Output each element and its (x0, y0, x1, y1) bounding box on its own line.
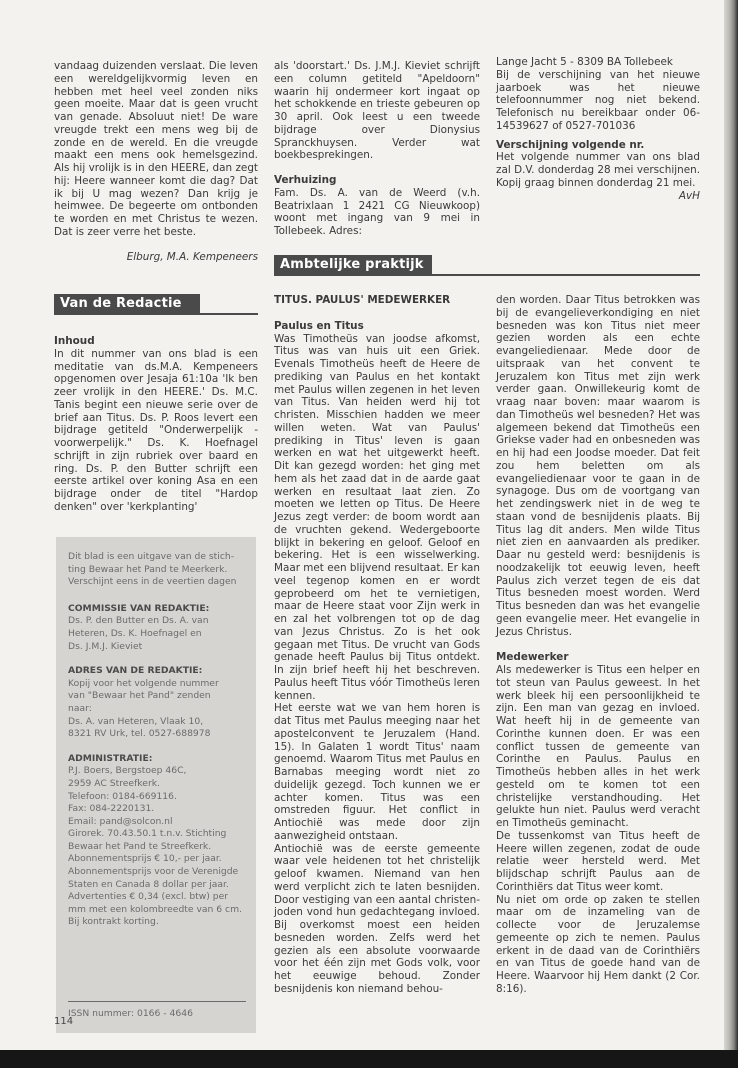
colophon-line: Ds. P. den Butter en Ds. A. van (68, 615, 209, 627)
column-3-top (496, 56, 700, 202)
colophon-line: van "Bewaar het Pand" zenden (68, 690, 211, 702)
article-paragraph: Antiochië was de eerste gemeente waar vele heidenen tot het christelijk geloof kwamen. Niemand van hen werd verplicht zich te laten besnijden. Door vestiging van een aantal christen-joden vond hun gedachtegang invloed. Bij overkomst moest een heiden besneden worden. Zelfs werd het gezien als een absolute voorwaarde voor het één zijn met Gods volk, voor het eeuwige behoud. Zonder besnijdenis kon niemand behou- (274, 842, 480, 995)
colophon-box (56, 537, 256, 1033)
verschijning-heading: Verschijning volgende nr. (496, 138, 645, 151)
section-banner-redactie: Van de Redactie (54, 294, 200, 313)
adres-heading: ADRES VAN DE REDAKTIE: (68, 665, 203, 677)
colophon-line: Email: pand@solcon.nl (68, 815, 173, 827)
colophon-line: Heteren, Ds. K. Hoefnagel en (68, 627, 202, 639)
issn-number: ISSN nummer: 0166 - 4646 (68, 1008, 193, 1019)
inhoud-heading: Inhoud (54, 335, 95, 347)
verhuizing-text: Fam. Ds. A. van de Weerd (v.h. Beatrixlaan 1 2421 CG Nieuwkoop) woont met ingang van 9 mei in Tollebeek. Adres: (274, 186, 480, 237)
verschijning-text: Het volgende nummer van ons blad zal D.V. donderdag 28 mei verschijnen. Kopij graag binnen donderdag 21 mei. (496, 151, 700, 189)
colophon-line: mm met een kolombreedte van 6 cm. (68, 903, 242, 915)
column-3-article (496, 294, 700, 996)
column-1-inhoud (54, 335, 258, 514)
column-2-top (274, 60, 480, 238)
colophon-line: Kopij voor het volgende nummer (68, 677, 219, 689)
colophon-line: Ds. A. van Heteren, Vlaak 10, (68, 715, 204, 727)
page-edge-shadow (724, 0, 738, 1052)
article-paragraph: Was Timotheüs van joodse afkomst, Titus was van huis uit een Griek. Evenals Timotheüs heeft de Heere de prediking van Paulus en het kontakt met Paulus willen zegenen in het leven van Titus. Van heiden werd hij tot christen. Misschien hadden we meer willen weten. Wat van Paulus' prediking in Titus' leven is gaan werken en wat het uitgewerkt heeft. Dit kan gezegd worden: het ging met hem als het zaad dat in de aarde gaat werken en resultaat laat zien. Zo moeten we letten op Titus. De Heere Jezus zegt verder: de boom wordt aan de vruchten gekend. Wedergeboorte blijkt in bekering en geloof. Geloof en bekering. Het is een wisselwerking. Maar met een blijvend resultaat. Er kan veel tegenop komen en er wordt geprobeerd om het te vernietigen, maar de Heere staat voor Zijn werk in en zal het volbrengen tot op de dag van Jezus Christus. Zo is het ook gegaan met Titus. De vrucht van Gods genade heeft Paulus bij Titus ontdekt. In zijn brief heeft hij het beschreven. Paulus heeft Titus vóór Timotheüs leren kennen. (274, 332, 480, 702)
colophon-line: Bewaar het Pand te Streefkerk. (68, 840, 212, 852)
banner-rule (54, 313, 258, 315)
meditation-signature: Elburg, M.A. Kempeneers (126, 250, 258, 263)
article-paragraph: den worden. Daar Titus betrokken was bij de evangelieverkondiging en niet besneden was kon Titus niet meer gezien worden als een echte evangeliedienaar. Mede door de uitspraak van het convent te Jeruzalem kon Titus met zijn werk verder gaan. Onwillekeurig komt de vraag naar boven: maar waarom is dan Timotheüs wel besneden? Het was algemeen bekend dat Timotheüs een Griekse vader had en onbesneden was en hij had een Joodse moeder. Dat feit zou hem beletten om als evangeliedienaar voor te gaan in de synagoge. Dus om de voortgang van het zendingswerk niet in de weg te staan vond de besnijdenis plaats. Bij Titus lag dit anders. Men wilde Titus niet zien en aanvaarden als prediker. Daar nu gesteld werd: besnijdenis is noodzakelijk tot eeuwig leven, heeft Paulus zich verzet tegen de eis dat Titus besneden moest worden. Werd Titus besneden dan was het evangelie geen evangelie meer. Het evangelie in Jezus Christus. (496, 294, 700, 638)
inhoud-text: In dit nummer van ons blad is een meditatie van ds.M.A. Kempeneers opgenomen over Jesaja 61:10a 'Ik ben zeer vrolijk in den HEERE.' Ds. M.C. Tanis begint een nieuwe serie over de brief aan Titus. Ds. P. Roos levert een bijdrage getiteld "Onderwerpelijk - voorwerpelijk." Ds. K. Hoefnagel schrijft in zijn rubriek over baard en ring. Ds. P. den Butter schrijft een eerste artikel over koning Asa en een bijdrage onder de titel "Hardop denken" over 'kerkplanting' (54, 347, 258, 513)
colophon-line: Verschijnt eens in de veertien dagen (68, 576, 237, 588)
article-paragraph: De tussenkomst van Titus heeft de Heere willen zegenen, zodat de oude relatie weer hersteld werd. Met blijdschap schrijft Paulus aan de Corinthiërs dat Titus weer komt. (496, 829, 700, 893)
colophon-line: Girorek. 70.43.50.1 t.n.v. Stichting (68, 828, 227, 840)
colophon-content (68, 551, 246, 929)
colophon-line: Advertenties € 0,34 (excl. btw) per (68, 891, 229, 903)
colophon-line: Bij kontrakt korting. (68, 916, 159, 928)
redactie-continued: als 'doorstart.' Ds. J.M.J. Kieviet schrijft een column getiteld "Apeldoorn" waarin hij ondermeer kort ingaat op het schokkende en trieste gebeuren op 30 april. Ook leest u een tweede bijdrage over Dionysius Spranckhuysen. Verder wat boekbesprekingen. (274, 60, 480, 162)
scan-bottom-border (0, 1050, 738, 1068)
article-paragraph: Als medewerker is Titus een helper en tot steun van Paulus geweest. In het werk bleek hij een persoonlijkheid te zijn. Een man van gezag en invloed. Wat heeft hij in de gemeente van Corinthe kunnen doen. Er was een conflict tussen de gemeente van Corinthe en Paulus. Paulus en Timotheüs hebben alles in het werk gesteld om te komen tot een christelijke verstandhouding. Het gelukte hun niet. Paulus werd veracht en Timotheüs geminacht. (496, 664, 700, 829)
commissie-heading: COMMISSIE VAN REDAKTIE: (68, 602, 210, 614)
colophon-line: 8321 RV Urk, tel. 0527-688978 (68, 728, 211, 740)
paulus-en-titus-heading: Paulus en Titus (274, 319, 364, 332)
verhuizing-heading: Verhuizing (274, 174, 337, 186)
article-paragraph: Nu niet om orde op zaken te stellen maar om de inzameling van de collecte voor de Jeruzalemse gemeente op zich te nemen. Paulus erkent in de daad van de Corinthiërs en van Titus de goede hand van de Heere. Waarvoor hij Hem dankt (2 Cor. 8:16). (496, 893, 700, 995)
administratie-heading: ADMINISTRATIE: (68, 752, 153, 764)
colophon-line: 2959 AC Streefkerk. (68, 777, 160, 789)
editor-initials: AvH (678, 189, 700, 202)
column-1-top (54, 60, 258, 263)
colophon-line: Telefoon: 0184-669116. (68, 790, 177, 802)
banner-rule (274, 274, 700, 276)
column-2-article (274, 294, 480, 996)
colophon-line: P.J. Boers, Bergstoep 46C, (68, 765, 187, 777)
colophon-line: Abonnementsprijs voor de Verenigde (68, 866, 239, 878)
section-banner-ambtelijke-praktijk: Ambtelijke praktijk (274, 255, 432, 274)
colophon-line: Fax: 084-2220131. (68, 803, 155, 815)
colophon-divider (68, 1001, 246, 1002)
medewerker-heading: Medewerker (496, 651, 569, 664)
colophon-line: naar: (68, 702, 92, 714)
meditation-ending: vandaag duizenden verslaat. Die leven een wereldgelijkvormig leven en hebben met heel veel zonden niks geen moeite. Maar dat is geen vrucht van genade. Absoluut niet! De ware vreugde trekt een mens weg bij de zonde en de wereld. En die vreugde maakt een mens ook hemelsgezind. Als hij vrolijk is in den HEERE, dan zegt hij: Heere wanneer komt die dag? Dat ik bij U mag wezen? Dan krijg je heimwee. De begeerte om ontbonden te worden en met Christus te wezen. Dat is zeer verre het beste. (54, 60, 258, 238)
address-and-phone: Lange Jacht 5 - 8309 BA Tollebeek Bij de verschijning van het nieuwe jaarboek was het nieuwe telefoonnummer nog niet bekend. Telefonisch nu bereikbaar onder 06-14539627 of 0527-701036 (496, 56, 700, 132)
colophon-line: Staten en Canada 8 dollar per jaar. (68, 878, 229, 890)
colophon-line: Ds. J.M.J. Kieviet (68, 640, 143, 652)
colophon-line: ting Bewaar het Pand te Meerkerk. (68, 563, 228, 575)
article-title: TITUS. PAULUS' MEDEWERKER (274, 294, 451, 306)
article-paragraph: Het eerste wat we van hem horen is dat Titus met Paulus meeging naar het apostelconvent te Jeruzalem (Hand. 15). In Galaten 1 wordt Titus' naam genoemd. Waarom Titus met Paulus en Barnabas meeging wordt niet zo duidelijk gezegd. Toch kunnen we er achter komen. Titus was een omstreden figuur. Het conflict in Antiochië was mede door zijn aanwezigheid ontstaan. (274, 702, 480, 842)
colophon-line: Dit blad is een uitgave van de stich- (68, 551, 235, 562)
colophon-line: Abonnementsprijs € 10,- per jaar. (68, 853, 222, 865)
page-number: 114 (54, 1016, 74, 1027)
